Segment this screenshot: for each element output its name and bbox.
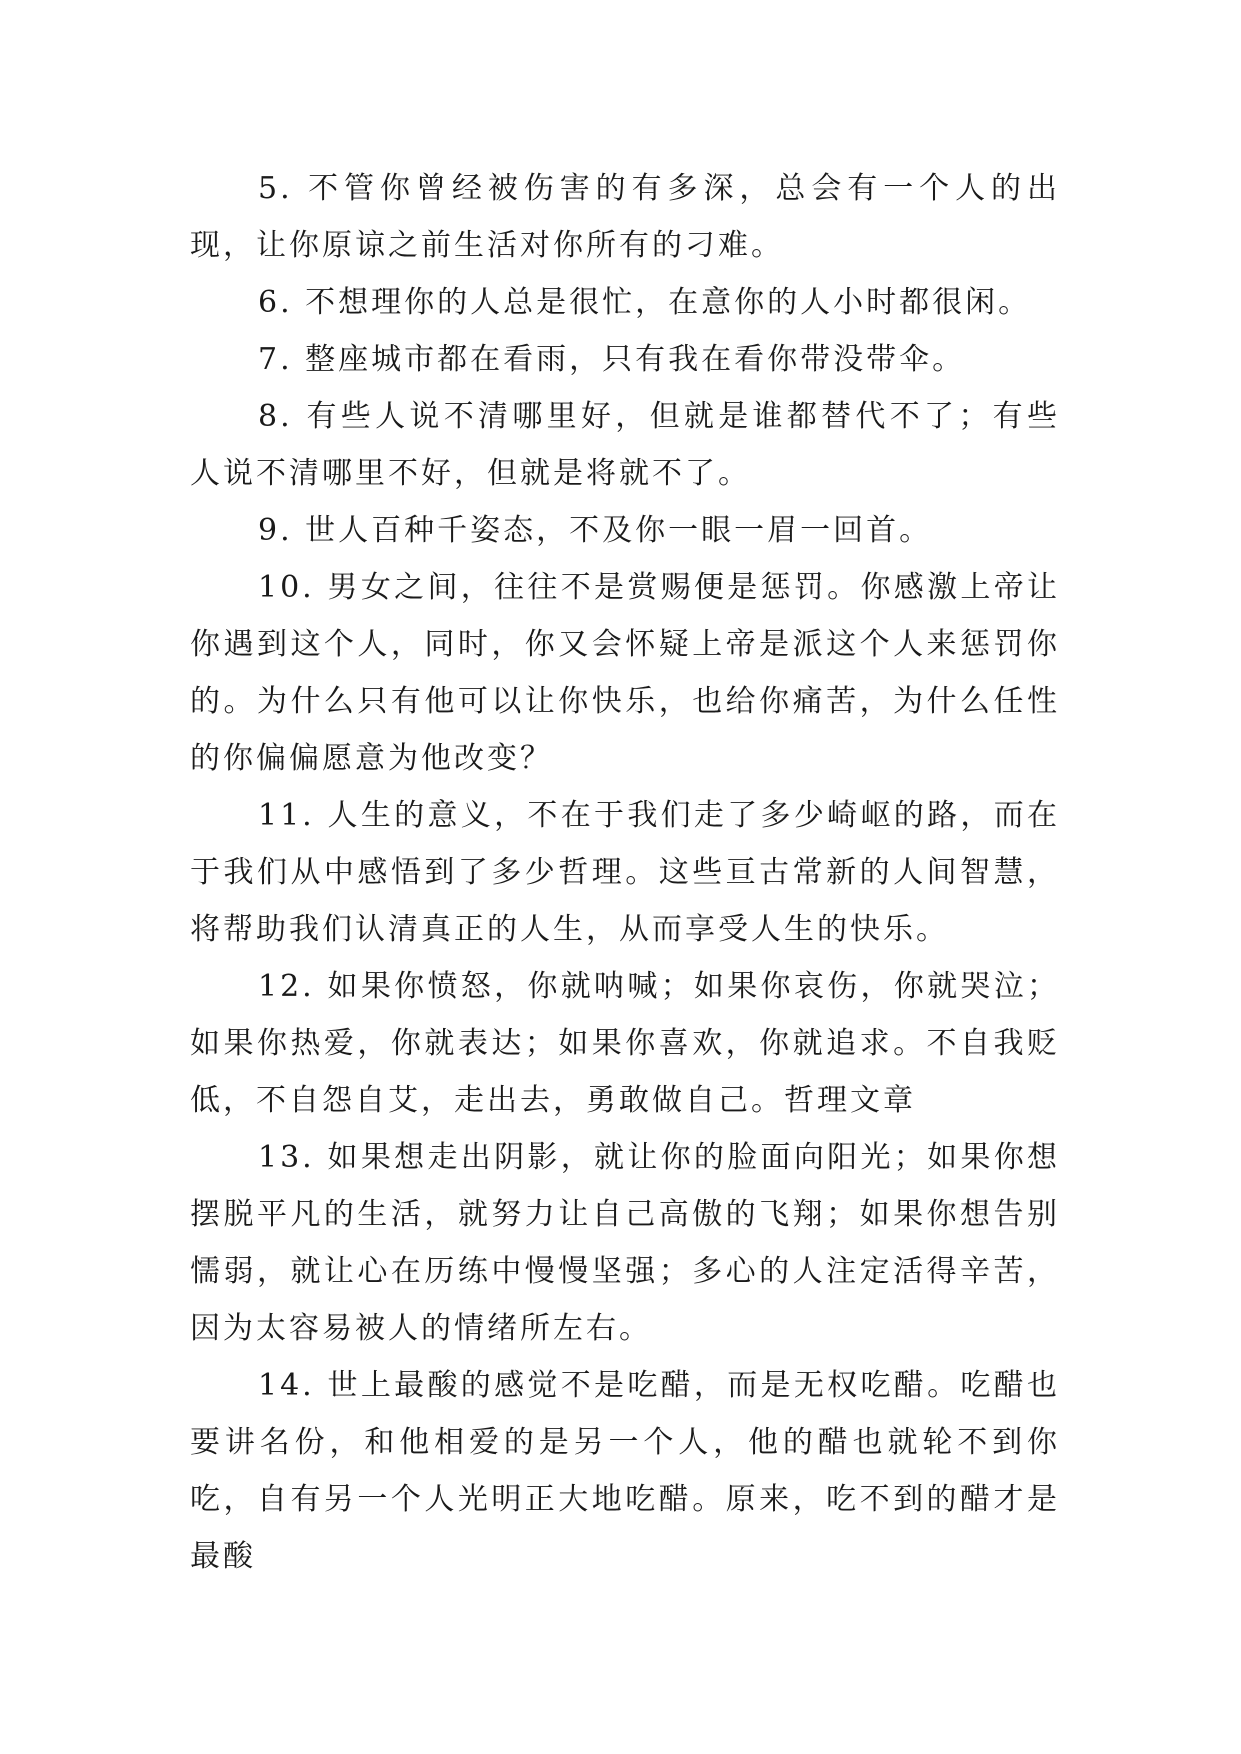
paragraph-6: 6. 不想理你的人总是很忙，在意你的人小时都很闲。	[258, 285, 1032, 320]
paragraph-10: 10. 男女之间，往往不是赏赐便是惩罚。你感激上帝让你遇到这个人，同时，你又会怀疑上帝是派这个人来惩罚你的。为什么只有他可以让你快乐，也给你痛苦，为什么任性的你偏偏愿意为他改变？	[190, 570, 1060, 776]
document-body	[190, 160, 1060, 1585]
paragraph-12: 12. 如果你愤怒，你就呐喊；如果你哀伤，你就哭泣；如果你热爱，你就表达；如果你喜欢，你就追求。不自我贬低，不自怨自艾，走出去，勇敢做自己。哲理文章	[190, 969, 1060, 1118]
paragraph-8: 8. 有些人说不清哪里好，但就是谁都替代不了；有些人说不清哪里不好，但就是将就不了。	[190, 399, 1060, 491]
paragraph-7: 7. 整座城市都在看雨，只有我在看你带没带伞。	[258, 342, 966, 377]
paragraph-9: 9. 世人百种千姿态，不及你一眼一眉一回首。	[258, 513, 933, 548]
paragraph-5: 5. 不管你曾经被伤害的有多深，总会有一个人的出现，让你原谅之前生活对你所有的刁难。	[190, 171, 1060, 263]
paragraph-13: 13. 如果想走出阴影，就让你的脸面向阳光；如果你想摆脱平凡的生活，就努力让自己高傲的飞翔；如果你想告别懦弱，就让心在历练中慢慢坚强；多心的人注定活得辛苦，因为太容易被人的情绪所左右。	[190, 1140, 1060, 1346]
paragraph-14: 14. 世上最酸的感觉不是吃醋，而是无权吃醋。吃醋也要讲名份，和他相爱的是另一个人，他的醋也就轮不到你吃，自有另一个人光明正大地吃醋。原来，吃不到的醋才是最酸	[190, 1368, 1060, 1574]
paragraph-11: 11. 人生的意义，不在于我们走了多少崎岖的路，而在于我们从中感悟到了多少哲理。这些亘古常新的人间智慧，将帮助我们认清真正的人生，从而享受人生的快乐。	[190, 798, 1060, 947]
